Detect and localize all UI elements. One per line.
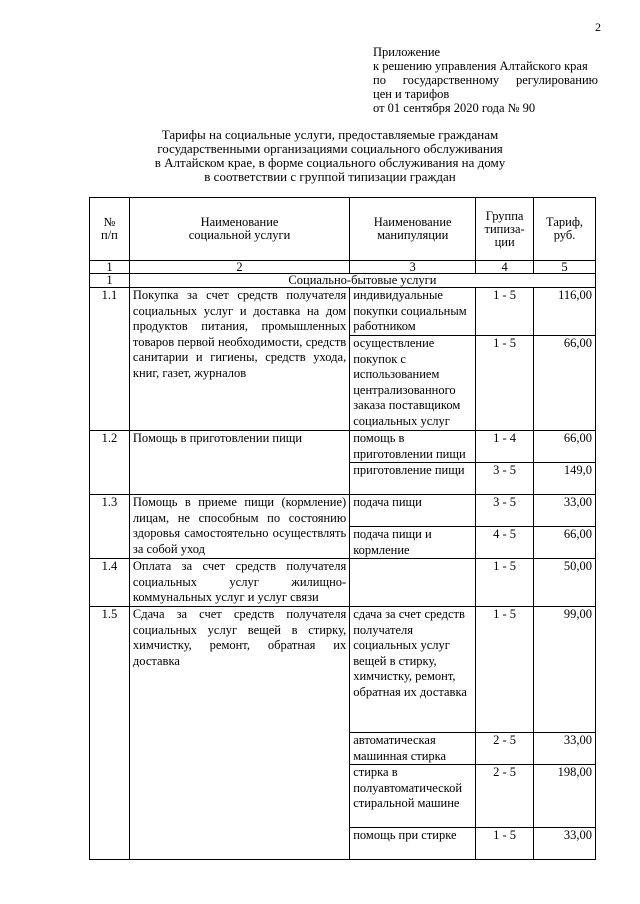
- tariff-value: 50,00: [534, 559, 596, 607]
- manipulation-name: сдача за счет средств получателя социальных услуг вещей в стирку, химчистку, ремонт, обратная их доставка: [350, 607, 476, 733]
- service-name: Оплата за счет средств получателя социальных услуг жилищно-коммунальных услуг и услуг связи: [129, 559, 349, 607]
- service-name: Сдача за счет средств получателя социальных услуг вещей в стирку, химчистку, ремонт, обратная их доставка: [129, 607, 349, 860]
- manipulation-name: автоматическая машинная стирка: [350, 733, 476, 765]
- group-value: 1 - 5: [476, 828, 534, 860]
- service-name: Помощь в приготовлении пищи: [129, 431, 349, 495]
- header-tariff: Тариф, руб.: [534, 198, 596, 261]
- tariff-value: 116,00: [534, 288, 596, 336]
- manipulation-name: подача пищи и кормление: [350, 527, 476, 559]
- appendix-word: по: [373, 73, 386, 87]
- header-group: Группа типиза- ции: [476, 198, 534, 261]
- header-manipulation: Наименование манипуляции: [350, 198, 476, 261]
- appendix-line: [373, 73, 598, 87]
- header-service: Наименование социальной услуги: [129, 198, 349, 261]
- row-number: 1.4: [90, 559, 130, 607]
- group-value: 3 - 5: [476, 495, 534, 527]
- tariff-value: 33,00: [534, 828, 596, 860]
- title-line: Тарифы на социальные услуги, предоставляемые гражданам: [161, 127, 499, 142]
- tariff-value: 66,00: [534, 336, 596, 431]
- tariff-table: [89, 197, 596, 860]
- manipulation-name: приготовление пищи: [350, 463, 476, 495]
- service-name: Покупка за счет средств получателя социальных услуг и доставка на дом продуктов питания, промышленных товаров первой необходимости, средств санитарии и гигиены, средств ухода, книг, газет, журналов: [129, 288, 349, 431]
- table-row: [90, 559, 596, 607]
- table-row: [90, 288, 596, 336]
- tariff-value: 33,00: [534, 495, 596, 527]
- page-number: 2: [595, 20, 601, 34]
- group-value: 3 - 5: [476, 463, 534, 495]
- group-value: 1 - 5: [476, 336, 534, 431]
- header-num: № п/п: [90, 198, 130, 261]
- table-row: [90, 431, 596, 463]
- column-number: 4: [476, 261, 534, 274]
- group-value: 1 - 5: [476, 559, 534, 607]
- manipulation-name: [350, 559, 476, 607]
- column-numbers-row: [90, 261, 596, 274]
- column-number: 1: [90, 261, 130, 274]
- row-number: 1.5: [90, 607, 130, 860]
- group-value: 1 - 4: [476, 431, 534, 463]
- manipulation-name: помощь в приготовлении пищи: [350, 431, 476, 463]
- appendix-line: цен и тарифов: [373, 87, 450, 101]
- appendix-line: к решению управления Алтайского края: [373, 59, 588, 73]
- group-value: 2 - 5: [476, 733, 534, 765]
- section-title: Социально-бытовые услуги: [129, 274, 595, 288]
- column-number: 2: [129, 261, 349, 274]
- appendix-word: государственному: [402, 73, 500, 87]
- table-row: [90, 607, 596, 733]
- manipulation-name: помощь при стирке: [350, 828, 476, 860]
- appendix-line: от 01 сентября 2020 года № 90: [373, 101, 536, 115]
- group-value: 1 - 5: [476, 607, 534, 733]
- appendix-word: регулированию: [515, 73, 598, 87]
- manipulation-name: стирка в полуавтоматической стиральной машине: [350, 765, 476, 828]
- row-number: 1.2: [90, 431, 130, 495]
- service-name: Помощь в приеме пищи (кормление) лицам, не способным по состоянию здоровья самостоятельно осуществлять за собой уход: [129, 495, 349, 559]
- tariff-value: 66,00: [534, 431, 596, 463]
- appendix-line: Приложение: [373, 45, 441, 59]
- section-row: [90, 274, 596, 288]
- section-number: 1: [90, 274, 130, 288]
- group-value: 4 - 5: [476, 527, 534, 559]
- group-value: 2 - 5: [476, 765, 534, 828]
- title-line: в соответствии с группой типизации граждан: [204, 169, 456, 184]
- document-title: [110, 128, 550, 184]
- title-line: государственными организациями социального обслуживания: [157, 141, 503, 156]
- manipulation-name: индивидуальные покупки социальным работником: [350, 288, 476, 336]
- appendix-block: [373, 45, 598, 115]
- title-line: в Алтайском крае, в форме социального обслуживания на дому: [154, 155, 506, 170]
- column-number: 5: [534, 261, 596, 274]
- tariff-value: 149,0: [534, 463, 596, 495]
- tariff-value: 33,00: [534, 733, 596, 765]
- group-value: 1 - 5: [476, 288, 534, 336]
- header-row: [90, 198, 596, 261]
- tariff-value: 66,00: [534, 527, 596, 559]
- table-row: [90, 495, 596, 527]
- row-number: 1.1: [90, 288, 130, 431]
- row-number: 1.3: [90, 495, 130, 559]
- manipulation-name: подача пищи: [350, 495, 476, 527]
- tariff-value: 198,00: [534, 765, 596, 828]
- column-number: 3: [350, 261, 476, 274]
- manipulation-name: осуществление покупок с использованием централизованного заказа поставщиком социальных услуг: [350, 336, 476, 431]
- tariff-value: 99,00: [534, 607, 596, 733]
